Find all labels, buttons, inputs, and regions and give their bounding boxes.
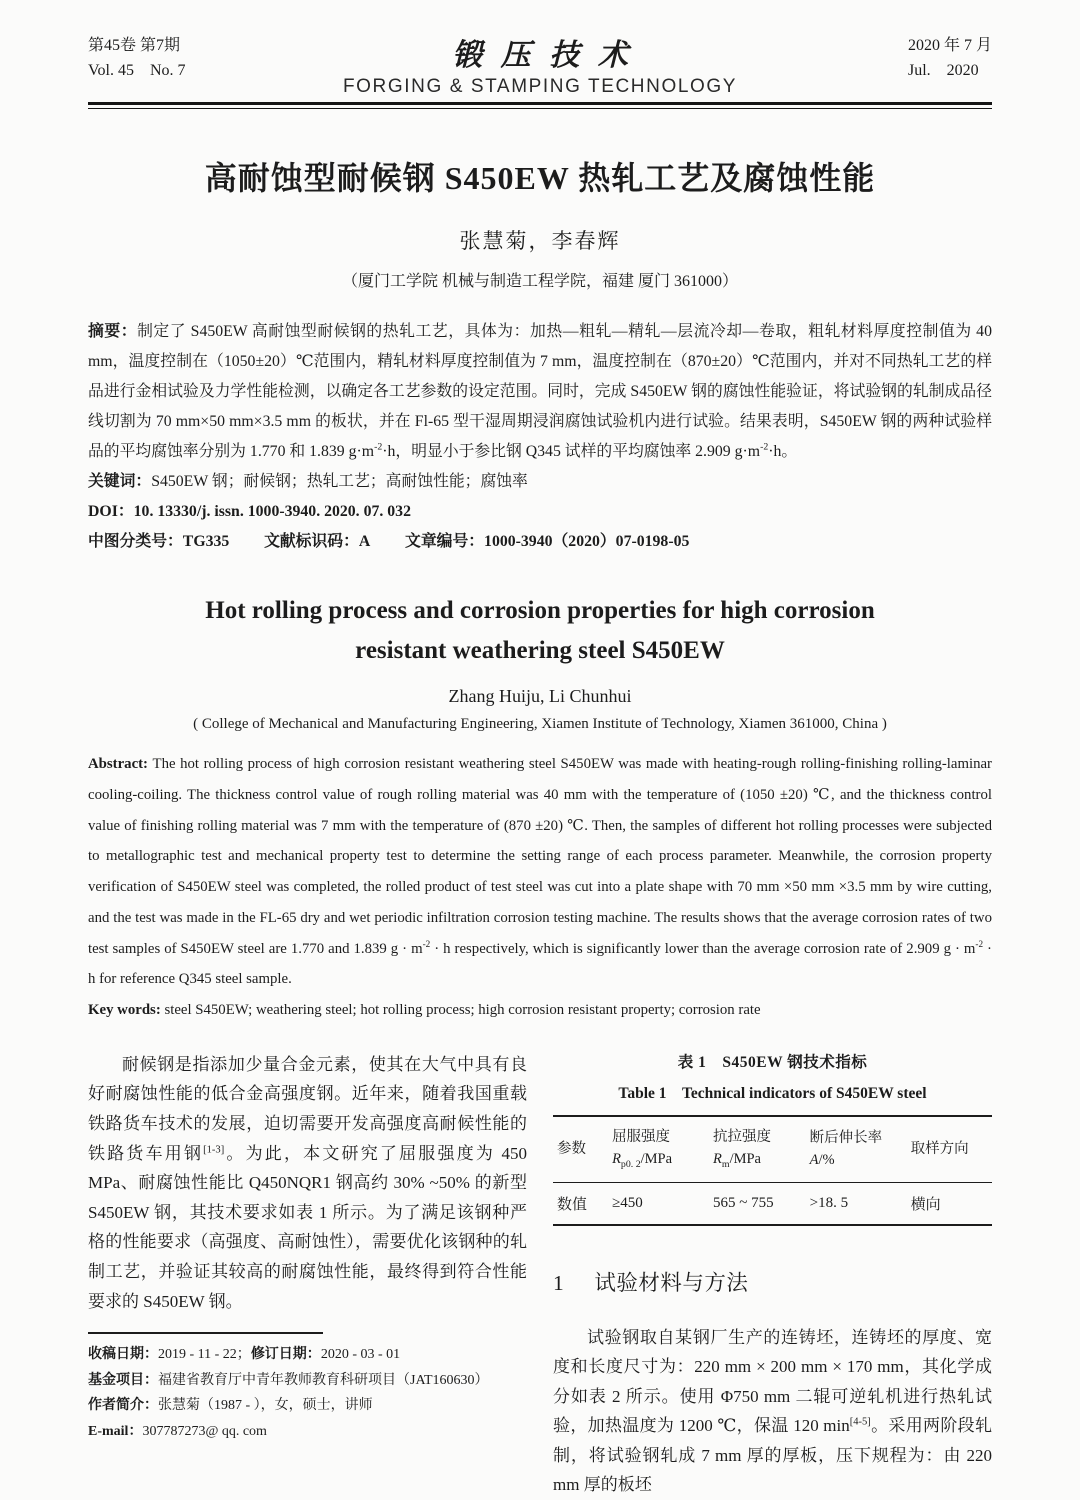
tensile-unit: /MPa bbox=[729, 1151, 761, 1168]
authors-en: Zhang Huiju, Li Chunhui bbox=[448, 686, 632, 706]
volume-issue-cn: 第45卷 第7期 bbox=[88, 37, 181, 54]
author-bio-label: 作者简介： bbox=[88, 1398, 158, 1414]
table1-cell-elongation: >18. 5 bbox=[809, 1194, 849, 1211]
abstract-cn-text-3: ·h。 bbox=[768, 443, 798, 460]
yield-symbol: R bbox=[612, 1151, 621, 1168]
footnote-dates bbox=[88, 1342, 527, 1367]
section-1-heading bbox=[553, 1266, 992, 1297]
section-1-number: 1 bbox=[553, 1270, 565, 1295]
table1-cell-direction: 横向 bbox=[910, 1196, 941, 1213]
doc-code-label: 文献标识码： bbox=[264, 533, 359, 550]
volume-issue-en: Vol. 45 No. 7 bbox=[88, 61, 186, 79]
abstract-en-text-3: · h for reference Q345 steel sample. bbox=[88, 940, 992, 988]
received-date-label: 收稿日期： bbox=[88, 1347, 158, 1363]
table1-data-row bbox=[553, 1182, 992, 1225]
section1-text-2: 。采用两阶段轧制，将试验钢轧成 7 mm 厚的厚板，压下规程为：由 220 mm 厚的板坯 bbox=[553, 1416, 992, 1495]
keywords-en-text: steel S450EW; weathering steel; hot rolling process; high corrosion resistant property; corrosion rate bbox=[164, 1002, 761, 1019]
footnote-rule bbox=[88, 1332, 323, 1334]
issue-date-block bbox=[908, 34, 992, 84]
article-title-en-line-2: resistant weathering steel S450EW bbox=[355, 637, 725, 664]
journal-name-en: FORGING & STAMPING TECHNOLOGY bbox=[342, 76, 738, 97]
issue-date-en: Jul. 2020 bbox=[907, 61, 979, 79]
section-1-title: 试验材料与方法 bbox=[594, 1270, 749, 1295]
table1-header-param: 参数 bbox=[553, 1116, 610, 1182]
affiliation-cn: （厦门工学院 机械与制造工程学院，福建 厦门 361000） bbox=[341, 273, 738, 290]
table1-header-elongation bbox=[808, 1116, 909, 1182]
fund-label: 基金项目： bbox=[88, 1372, 158, 1388]
table1 bbox=[553, 1115, 992, 1226]
volume-issue-block bbox=[88, 34, 186, 84]
fund-value: 福建省教育厅中青年教师教育科研项目（JAT160630） bbox=[158, 1372, 489, 1388]
table1-cell-yield: ≥450 bbox=[612, 1194, 643, 1211]
journal-name-block bbox=[343, 30, 737, 98]
body-columns bbox=[88, 1050, 992, 1500]
table1-header-tensile bbox=[711, 1116, 808, 1182]
keywords-en-label: Key words: bbox=[88, 1002, 165, 1019]
abstract-en-text-2: · h respectively, which is significantly lower than the average corrosion rate of 2.909 g · m bbox=[430, 940, 976, 957]
elongation-unit: /% bbox=[818, 1152, 835, 1169]
table1-header-direction: 取样方向 bbox=[909, 1116, 992, 1182]
authors-cn: 张慧菊，李春辉 bbox=[459, 229, 621, 253]
elongation-label: 断后伸长率 bbox=[809, 1129, 883, 1146]
abstract-cn-text-1: 制定了 S450EW 高耐蚀型耐候钢的热轧工艺，具体为：加热—粗轧—精轧—层流冷却—卷取，粗轧材料厚度控制值为 40 mm，温度控制在（1050±20）℃范围内，精轧材料厚度控制值为 7 mm，温度控制在（870±20）℃范围内，并对不同热轧工艺的样品进行金相试验及力学性能检测，以确定各工艺参数的设定范围。同时，完成 S450EW 钢的腐蚀性能验证，将试验钢的轧制成品径线切割为 70 mm×50 mm×3.5 mm 的板状，并在 Fl-65 型干湿周期浸润腐蚀试验机内进行试验。结果表明，S450EW 钢的两种试验样品的平均腐蚀率分别为 1.770 和 1.839 g·m bbox=[88, 323, 992, 460]
footnote-author-bio bbox=[88, 1393, 527, 1418]
intro-ref-sup: [1-3] bbox=[203, 1143, 225, 1155]
keywords-cn-label: 关键词： bbox=[88, 473, 152, 490]
abstract-en-sup-1: -2 bbox=[422, 938, 431, 949]
section1-text-1: 试验钢取自某钢厂生产的连铸坯，连铸坯的厚度、宽度和长度尺寸为：220 mm × 200 mm × 170 mm，其化学成分如表 2 所示。使用 Φ750 mm 二辊可逆轧机进行热轧试验，加热温度为 1200 ℃，保温 120 min bbox=[553, 1327, 992, 1436]
first-page-footnote bbox=[88, 1332, 527, 1444]
intro-text-2: 。为此，本文研究了屈服强度为 450 MPa、耐腐蚀性能比 Q450NQR1 钢高约 30% ~50% 的新型 S450EW 钢，其技术要求如表 1 所示。为了满足该钢种严格的性能要求（高强度、高耐蚀性），需要优化该钢种的轧制工艺，并验证其较高的耐腐蚀性能，最终得到符合性能要求的 S450EW 钢。 bbox=[88, 1143, 528, 1311]
intro-paragraph bbox=[88, 1050, 527, 1316]
article-id-value: 1000-3940（2020）07-0198-05 bbox=[484, 533, 690, 550]
abstract-cn-sup-1: -2 bbox=[374, 441, 383, 453]
abstract-en bbox=[88, 749, 992, 995]
section1-ref-sup: [4-5] bbox=[849, 1416, 871, 1428]
issue-date-cn: 2020 年 7 月 bbox=[907, 37, 992, 54]
clc-line bbox=[88, 527, 992, 557]
article-title-en bbox=[88, 591, 992, 671]
yield-subscript: p0. 2 bbox=[620, 1159, 641, 1171]
doi-label: DOI： bbox=[88, 503, 134, 520]
footnote-fund bbox=[88, 1368, 527, 1393]
intro-text-1: 耐候钢是指添加少量合金元素，使其在大气中具有良好耐腐蚀性能的低合金高强度钢。近年来，随着我国重载铁路货车技术的发展，迫切需要开发高强度高耐候性能的铁路货车用钢 bbox=[88, 1054, 527, 1163]
received-date-value: 2019 - 11 - 22； bbox=[158, 1347, 251, 1363]
footnote-email bbox=[88, 1419, 527, 1444]
yield-unit: /MPa bbox=[640, 1151, 673, 1168]
revised-date-label: 修订日期： bbox=[250, 1347, 321, 1363]
table1-cell-param: 数值 bbox=[557, 1196, 588, 1213]
doc-code-value: A bbox=[358, 533, 371, 550]
doi-value: 10. 13330/j. issn. 1000-3940. 2020. 07. 032 bbox=[133, 503, 411, 520]
journal-header bbox=[88, 30, 992, 96]
article-id-label: 文章编号： bbox=[405, 533, 485, 550]
table1-caption-cn: 表 1 S450EW 钢技术指标 bbox=[677, 1053, 868, 1071]
right-column bbox=[553, 1050, 992, 1500]
author-bio-value: 张慧菊（1987 - ），女，硕士，讲师 bbox=[158, 1398, 373, 1414]
elongation-symbol: A bbox=[809, 1152, 819, 1169]
email-label: E-mail： bbox=[88, 1423, 143, 1439]
abstract-cn-sup-2: -2 bbox=[760, 441, 769, 453]
clc-label: 中图分类号： bbox=[88, 533, 183, 550]
table1-cell-tensile: 565 ~ 755 bbox=[713, 1194, 774, 1211]
abstract-en-sup-2: -2 bbox=[975, 938, 984, 949]
table1-header-yield bbox=[610, 1116, 711, 1182]
abstract-cn-text-2: ·h，明显小于参比钢 Q345 试样的平均腐蚀率 2.909 g·m bbox=[382, 443, 761, 460]
affiliation-en: ( College of Mechanical and Manufacturing Engineering, Xiamen Institute of Technology, Xiamen 361000, China ) bbox=[193, 716, 887, 732]
abstract-en-text-1: The hot rolling process of high corrosion resistant weathering steel S450EW was made with heating-rough rolling-finishing rolling-laminar cooling-coiling. The thickness control value of rough rolling material was 40 mm with the temperature of (1050 ±20) ℃, and the thickness control value of finishing rolling material was 7 mm with the temperature of (870 ±20) ℃. Then, the samples of different hot rolling processes were subjected to metallographic test and mechanical property test to determine the setting range of each process parameter. Meanwhile, the corrosion property verification of S450EW steel was completed, the rolled product of test steel was cut into a plate shape with 70 mm ×50 mm ×3.5 mm by wire cutting, and the test was made in the FL-65 dry and wet periodic infiltration corrosion testing machine. The results shows that the average corrosion rates of two test samples of S450EW steel are 1.770 and 1.839 g · m bbox=[88, 756, 992, 957]
table1-caption-en: Table 1 Technical indicators of S450EW steel bbox=[618, 1084, 927, 1102]
email-value: 307787273@ qq. com bbox=[142, 1423, 267, 1439]
tensile-label: 抗拉强度 bbox=[713, 1128, 772, 1145]
article-title-en-line-1: Hot rolling process and corrosion properties for high corrosion bbox=[205, 597, 875, 624]
left-column bbox=[88, 1050, 527, 1500]
abstract-cn-label: 摘要： bbox=[88, 323, 138, 340]
abstract-cn bbox=[88, 317, 992, 467]
tensile-subscript: m bbox=[721, 1159, 730, 1171]
header-double-rule bbox=[88, 102, 992, 109]
yield-label: 屈服强度 bbox=[612, 1128, 671, 1145]
section-1-paragraph bbox=[553, 1323, 992, 1500]
keywords-en bbox=[88, 995, 992, 1026]
abstract-en-label: Abstract: bbox=[88, 756, 153, 772]
keywords-cn-text: S450EW 钢；耐候钢；热轧工艺；高耐蚀性能；腐蚀率 bbox=[151, 473, 528, 490]
tensile-symbol: R bbox=[713, 1151, 722, 1168]
article-title-cn: 高耐蚀型耐候钢 S450EW 热轧工艺及腐蚀性能 bbox=[204, 160, 876, 196]
clc-value: TG335 bbox=[182, 533, 230, 550]
journal-name-cn: 锻压技术 bbox=[452, 39, 647, 72]
revised-date-value: 2020 - 03 - 01 bbox=[320, 1347, 401, 1363]
table1-header-row bbox=[553, 1116, 992, 1182]
keywords-cn bbox=[88, 467, 992, 497]
doi-line bbox=[88, 497, 992, 527]
